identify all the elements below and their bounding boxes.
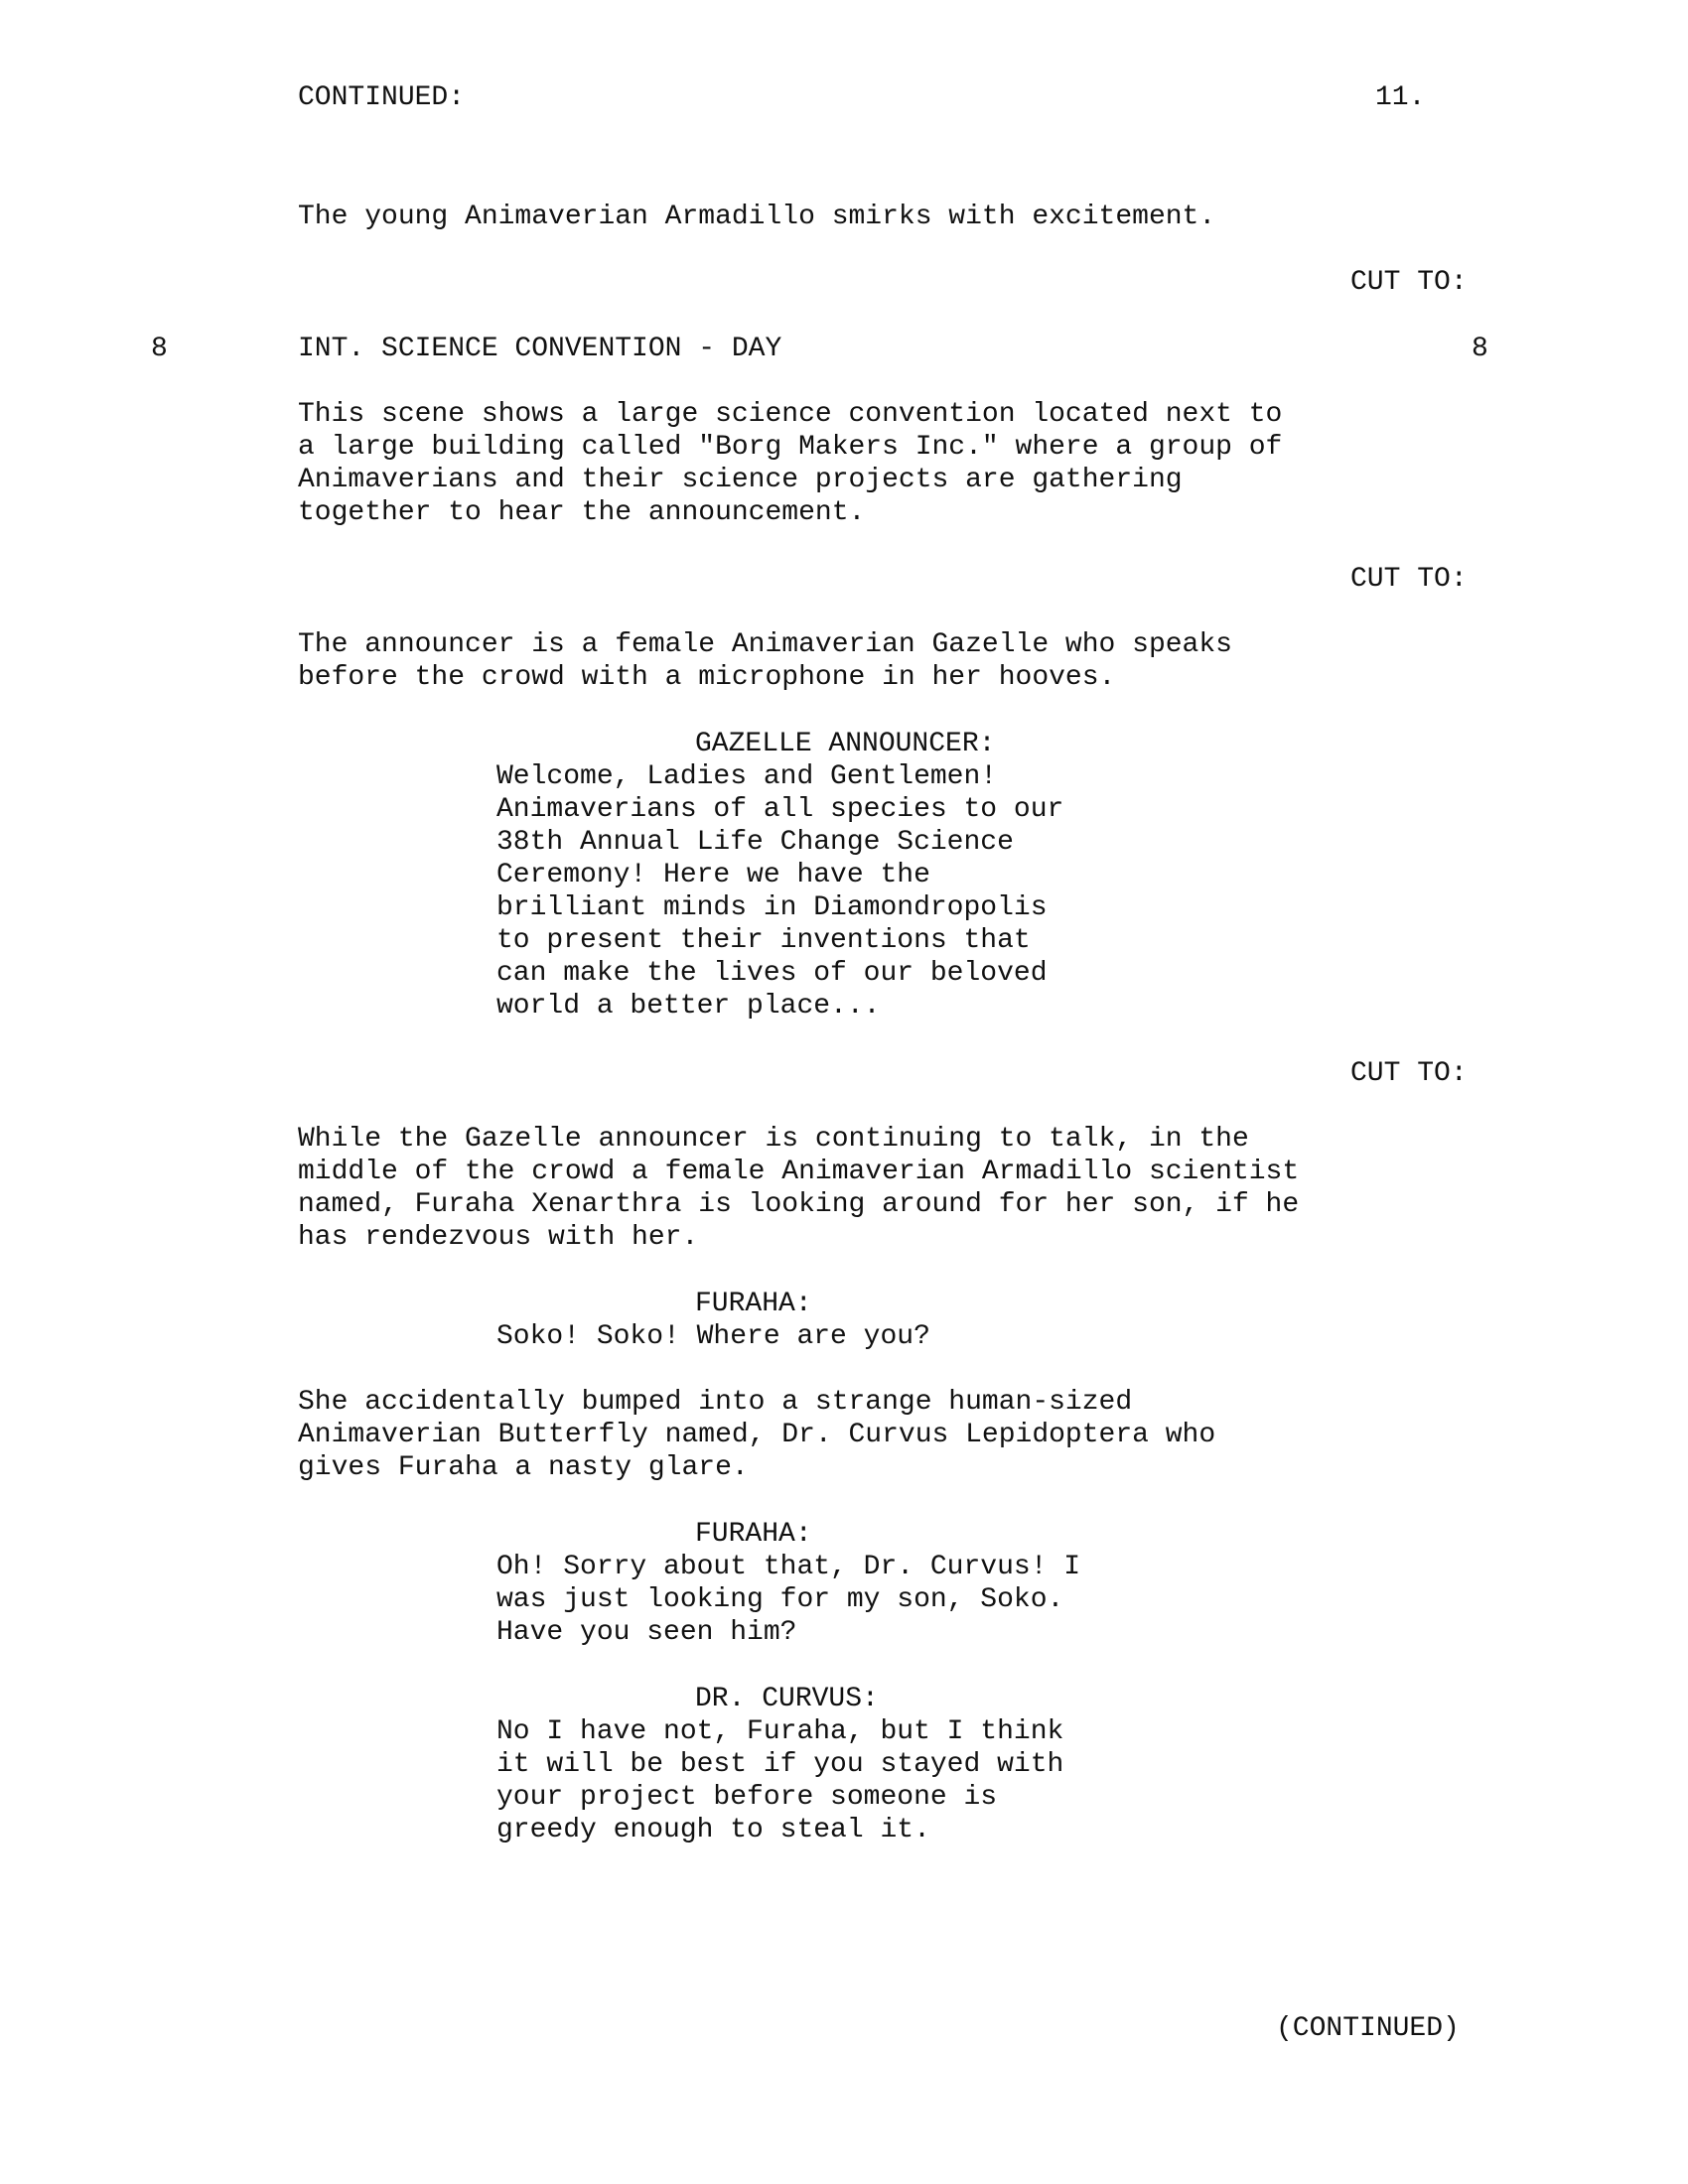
action-line: together to hear the announcement. [298,497,866,528]
dialogue-line: world a better place... [496,991,881,1022]
dialogue-line: Animaverians of all species to our [496,794,1064,825]
dialogue-block-furaha-1 [496,1320,1211,1353]
dialogue-line: Oh! Sorry about that, Dr. Curvus! I [496,1552,1081,1582]
action-line: While the Gazelle announcer is continuing to talk, in the [298,1124,1249,1155]
header-continued: CONTINUED: [298,82,466,113]
action-line: This scene shows a large science convention located next to [298,399,1283,430]
action-paragraph-4 [298,1123,1489,1254]
character-name-gazelle-announcer: GAZELLE ANNOUNCER: [695,729,996,759]
dialogue-line: to present their inventions that [496,925,1031,956]
footer-continued: (CONTINUED) [1276,2013,1460,2044]
dialogue-line: your project before someone is [496,1782,998,1813]
page-number: 11. [1375,82,1426,113]
action-line: has rendezvous with her. [298,1222,699,1253]
dialogue-line: Welcome, Ladies and Gentlemen! [496,761,998,792]
action-line: middle of the crowd a female Animaverian Armadillo scientist [298,1157,1300,1187]
dialogue-line: was just looking for my son, Soko. [496,1584,1064,1615]
character-name-furaha-2: FURAHA: [695,1519,812,1550]
action-line: a large building called "Borg Makers Inc." where a group of [298,432,1283,463]
action-paragraph-3 [298,628,1489,694]
dialogue-line: it will be best if you stayed with [496,1749,1064,1780]
action-paragraph-1 [298,201,1489,233]
dialogue-block-gazelle-announcer [496,760,1211,1023]
action-line: before the crowd with a microphone in her hooves. [298,662,1116,693]
action-line: Animaverian Butterfly named, Dr. Curvus Lepidoptera who [298,1420,1216,1450]
action-line: The announcer is a female Animaverian Gazelle who speaks [298,629,1232,660]
action-line: She accidentally bumped into a strange human-sized [298,1387,1133,1418]
scene-heading: INT. SCIENCE CONVENTION - DAY [298,334,782,364]
character-name-furaha-1: FURAHA: [695,1289,812,1319]
scene-number-right: 8 [1472,334,1488,364]
dialogue-line: can make the lives of our beloved [496,958,1048,989]
scene-number-left: 8 [151,334,168,364]
transition-cut-to-3: CUT TO: [1350,1058,1468,1089]
action-line: Animaverians and their science projects are gathering [298,465,1183,495]
dialogue-line: 38th Annual Life Change Science [496,827,1014,858]
dialogue-line: Soko! Soko! Where are you? [496,1321,930,1352]
dialogue-line: Ceremony! Here we have the [496,860,930,890]
dialogue-block-furaha-2 [496,1551,1211,1649]
transition-cut-to-1: CUT TO: [1350,267,1468,298]
action-paragraph-2 [298,398,1489,529]
transition-cut-to-2: CUT TO: [1350,564,1468,595]
dialogue-line: Have you seen him? [496,1617,797,1648]
dialogue-line: No I have not, Furaha, but I think [496,1716,1064,1747]
dialogue-line: brilliant minds in Diamondropolis [496,892,1048,923]
action-paragraph-5 [298,1386,1489,1484]
action-line: named, Furaha Xenarthra is looking around for her son, if he [298,1189,1300,1220]
character-name-dr-curvus: DR. CURVUS: [695,1684,879,1714]
action-line: The young Animaverian Armadillo smirks with excitement. [298,202,1216,232]
dialogue-line: greedy enough to steal it. [496,1815,930,1845]
action-line: gives Furaha a nasty glare. [298,1452,749,1483]
dialogue-block-dr-curvus [496,1715,1211,1846]
